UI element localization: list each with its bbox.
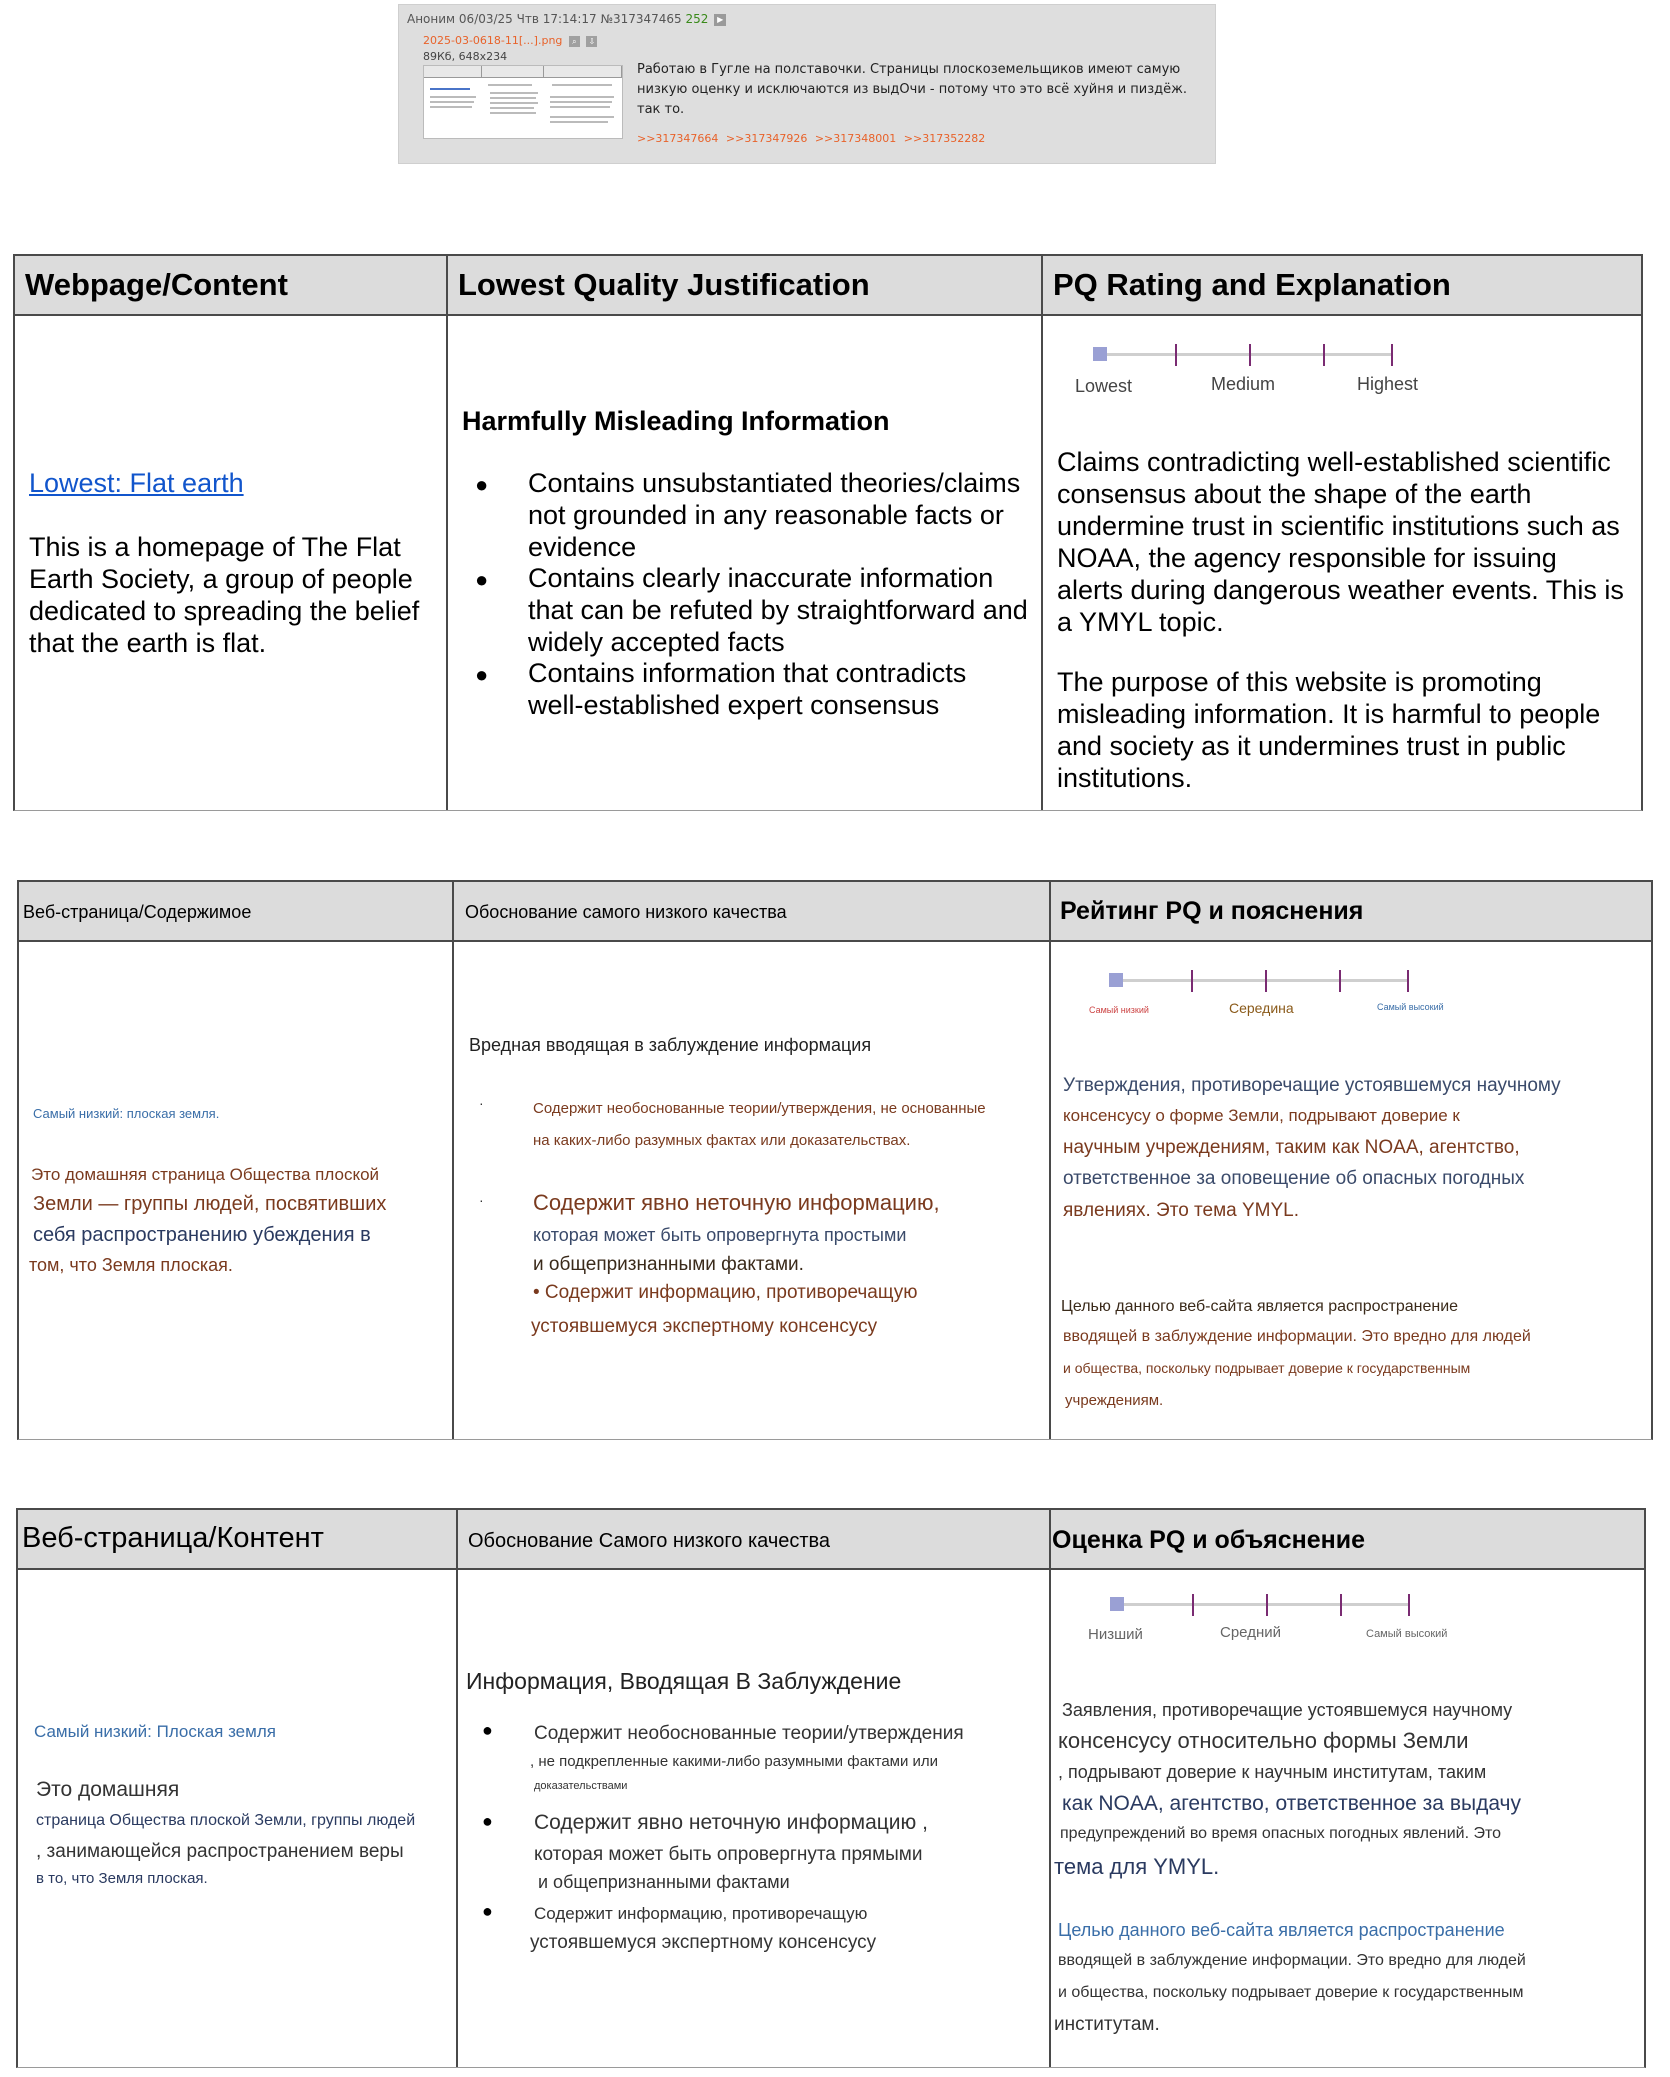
justification-line: Содержит необоснованные теории/утверждения bbox=[534, 1723, 964, 1744]
justification-title: Информация, Вводящая В Заблуждение bbox=[466, 1668, 902, 1694]
description-line: Это домашняя bbox=[36, 1778, 180, 1801]
description-line: том, что Земля плоская. bbox=[29, 1255, 233, 1275]
explanation-line: консенсусу о форме Земли, подрывают доверие к bbox=[1063, 1106, 1460, 1125]
column-header: Обоснование самого низкого качества bbox=[465, 902, 787, 922]
description-line: себя распространению убеждения в bbox=[33, 1224, 371, 1246]
bullet-icon: ● bbox=[482, 1901, 493, 1921]
explanation-line: вводящей в заблуждение информации. Это вредно для людей bbox=[1058, 1952, 1526, 1969]
column-header: Рейтинг PQ и пояснения bbox=[1060, 897, 1364, 925]
explanation-line: Целью данного веб-сайта является распространение bbox=[1058, 1920, 1505, 1940]
reply-link[interactable]: >>317352282 bbox=[903, 132, 986, 145]
bullet-icon: ● bbox=[475, 567, 489, 592]
scale-label: Низший bbox=[1088, 1626, 1143, 1643]
search-icon[interactable]: ⌕ bbox=[569, 36, 580, 47]
justification-line: и общепризнанными фактами. bbox=[533, 1254, 804, 1275]
rating-table-russian-1 bbox=[17, 880, 1653, 1440]
description-line: Земли — группы людей, посвятивших bbox=[33, 1193, 387, 1215]
post-count: 252 bbox=[685, 12, 709, 26]
bullet-icon: ● bbox=[475, 472, 489, 497]
example-link[interactable]: Lowest: Flat earth bbox=[29, 468, 244, 498]
explanation-line: консенсусу относительно формы Земли bbox=[1058, 1728, 1469, 1753]
justification-bullet: Contains clearly inaccurate information that can be refuted by straightforward and widely accepted facts bbox=[528, 563, 1028, 657]
scale-label: Средний bbox=[1220, 1624, 1281, 1641]
bullet-icon: · bbox=[479, 1192, 484, 1208]
scale-label: Середина bbox=[1229, 1000, 1294, 1016]
description-line: в то, что Земля плоская. bbox=[36, 1870, 208, 1887]
justification-line: доказательствами bbox=[534, 1780, 628, 1792]
justification-line: которая может быть опровергнута простыми bbox=[533, 1225, 907, 1245]
column-header: Lowest Quality Justification bbox=[458, 267, 870, 302]
attachment-filename[interactable]: 2025-03-0618-11[...].png ⌕ ⇩ bbox=[423, 34, 597, 47]
explanation-line: Заявления, противоречащие устоявшемуся научному bbox=[1062, 1700, 1513, 1720]
table-header-row bbox=[17, 880, 1653, 942]
pq-rating-scale bbox=[1088, 1594, 1448, 1644]
play-icon[interactable]: ▶ bbox=[714, 14, 726, 26]
rating-table-english bbox=[13, 254, 1643, 811]
column-header: Оценка PQ и объяснение bbox=[1052, 1526, 1366, 1554]
example-description: This is a homepage of The Flat Earth Society, a group of people dedicated to spreading the belief that the earth is flat. bbox=[29, 532, 420, 658]
post-datetime: 06/03/25 Чтв 17:14:17 bbox=[458, 12, 597, 26]
column-header: PQ Rating and Explanation bbox=[1053, 267, 1451, 302]
attachment-meta: 89Кб, 648x234 bbox=[423, 50, 508, 63]
explanation-line: ответственное за оповещение об опасных погодных bbox=[1063, 1168, 1525, 1189]
explanation-line: предупреждений во время опасных погодных явлений. Это bbox=[1060, 1825, 1502, 1842]
explanation-line: Целью данного веб-сайта является распространение bbox=[1061, 1298, 1459, 1315]
explanation-line: явлениях. Это тема YMYL. bbox=[1063, 1200, 1300, 1221]
attachment-thumbnail[interactable] bbox=[423, 65, 623, 139]
explanation-line: , подрывают доверие к научным институтам, таким bbox=[1058, 1762, 1487, 1782]
download-icon[interactable]: ⇩ bbox=[586, 36, 597, 47]
description-line: , занимающейся распространением веры bbox=[36, 1841, 404, 1862]
explanation-line: Утверждения, противоречащие устоявшемуся научному bbox=[1063, 1075, 1561, 1096]
justification-title: Вредная вводящая в заблуждение информация bbox=[469, 1035, 872, 1055]
description-line: Это домашняя страница Общества плоской bbox=[31, 1165, 380, 1184]
post-author: Аноним bbox=[407, 12, 456, 26]
description-line: страница Общества плоской Земли, группы людей bbox=[36, 1812, 416, 1829]
justification-line: устоявшемуся экспертному консенсусу bbox=[531, 1316, 878, 1337]
scale-label: Самый высокий bbox=[1366, 1628, 1448, 1640]
justification-line: на каких-либо разумных фактах или доказательствах. bbox=[533, 1132, 911, 1149]
post-number[interactable]: №317347465 bbox=[600, 12, 682, 26]
justification-line: устоявшемуся экспертному консенсусу bbox=[530, 1932, 877, 1953]
justification-line: Содержит необоснованные теории/утверждения, не основанные bbox=[533, 1100, 986, 1117]
explanation-line: институтам. bbox=[1054, 2014, 1160, 2035]
pq-rating-scale bbox=[1075, 344, 1419, 404]
post-text: Работаю в Гугле на полставочки. Страницы плоскоземельщиков имеют самую низкую оценку и исключаются из выдОчи - потому что это всё хуйня и пиздёж. так то. bbox=[637, 62, 1187, 117]
explanation-line: тема для YMYL. bbox=[1054, 1854, 1220, 1879]
post-header bbox=[407, 12, 726, 26]
example-link[interactable]: Самый низкий: Плоская земля bbox=[34, 1722, 276, 1741]
bullet-icon: ● bbox=[482, 1811, 493, 1831]
justification-title: Harmfully Misleading Information bbox=[462, 406, 890, 436]
rating-table-russian-2 bbox=[16, 1508, 1646, 2068]
column-header: Веб-страница/Контент bbox=[22, 1522, 324, 1554]
imageboard-post bbox=[398, 4, 1216, 164]
column-header: Обоснование Самого низкого качества bbox=[468, 1530, 831, 1552]
scale-label: Самый низкий bbox=[1089, 1005, 1149, 1015]
explanation-line: научным учреждениям, таким как NOAA, агентство, bbox=[1063, 1137, 1520, 1158]
pq-explanation: The purpose of this website is promoting misleading information. It is harmful to people and society as it undermines trust in public institutions. bbox=[1057, 667, 1601, 793]
justification-line: Содержит явно неточную информацию, bbox=[533, 1190, 940, 1215]
justification-line: и общепризнанными фактами bbox=[538, 1872, 790, 1892]
bullet-icon: ● bbox=[482, 1720, 493, 1740]
explanation-line: и общества, поскольку подрывает доверие к государственным bbox=[1058, 1984, 1524, 2001]
scale-label: Highest bbox=[1357, 374, 1419, 394]
explanation-line: учреждениям. bbox=[1065, 1392, 1164, 1409]
column-header: Веб-страница/Содержимое bbox=[23, 902, 252, 922]
reply-link[interactable]: >>317348001 bbox=[814, 132, 897, 145]
justification-line: • Содержит информацию, противоречащую bbox=[533, 1282, 918, 1303]
reply-link[interactable]: >>317347664 bbox=[637, 132, 719, 145]
justification-bullet: Contains information that contradicts well-established expert consensus bbox=[528, 658, 967, 720]
scale-label: Medium bbox=[1211, 374, 1276, 394]
example-link[interactable]: Самый низкий: плоская земля. bbox=[33, 1106, 220, 1121]
explanation-line: и общества, поскольку подрывает доверие к государственным bbox=[1063, 1360, 1471, 1376]
explanation-line: вводящей в заблуждение информации. Это вредно для людей bbox=[1063, 1328, 1531, 1345]
justification-bullet: Contains unsubstantiated theories/claims not grounded in any reasonable facts or evidence bbox=[528, 468, 1021, 562]
justification-line: Содержит явно неточную информацию , bbox=[534, 1811, 928, 1834]
pq-explanation: Claims contradicting well-established scientific consensus about the shape of the earth undermine trust in scientific institutions such as NOAA, the agency responsible for issuing alerts during dangerous weather events. This is a YMYL topic. bbox=[1057, 447, 1624, 637]
bullet-icon: · bbox=[479, 1095, 484, 1111]
reply-link[interactable]: >>317347926 bbox=[725, 132, 808, 145]
post-replies bbox=[637, 132, 989, 145]
column-header: Webpage/Content bbox=[25, 267, 288, 302]
explanation-line: как NOAA, агентство, ответственное за выдачу bbox=[1062, 1792, 1521, 1815]
bullet-icon: ● bbox=[475, 662, 489, 687]
justification-line: которая может быть опровергнута прямыми bbox=[534, 1844, 923, 1865]
justification-line: Содержит информацию, противоречащую bbox=[534, 1904, 868, 1923]
pq-rating-scale bbox=[1089, 970, 1444, 1020]
scale-label: Самый высокий bbox=[1377, 1002, 1444, 1012]
justification-line: , не подкрепленные какими-либо разумными фактами или bbox=[530, 1753, 939, 1770]
scale-label: Lowest bbox=[1075, 376, 1133, 396]
